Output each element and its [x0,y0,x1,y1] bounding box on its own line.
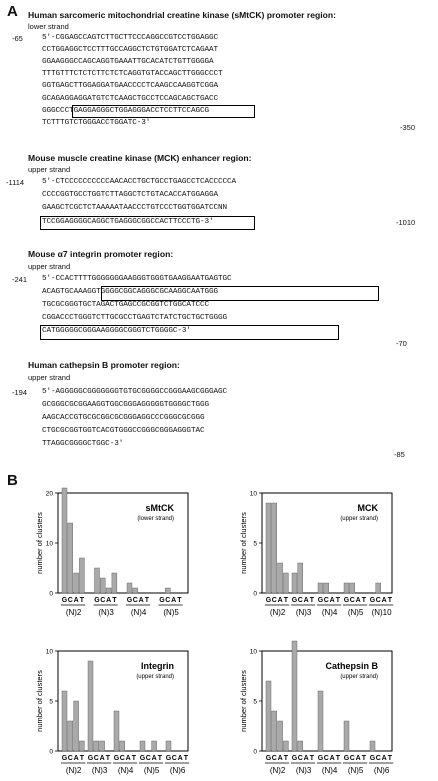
bar-letter-label: C [145,755,151,762]
bar-letter-label: G [94,597,100,604]
start-coordinate: -65 [12,34,23,43]
y-tick-label: 10 [45,648,53,656]
bar-letter-label: T [131,755,137,762]
bar-letter-label: T [361,755,367,762]
group-label: (N)6 [169,766,186,775]
group-label: (N)6 [373,766,390,775]
section-title: Human cathepsin B promoter region: [28,360,180,370]
group-label: (N)3 [295,766,312,775]
bar-letter-label: A [303,755,309,762]
bar [166,741,171,751]
y-axis-label: number of clusters [239,512,248,574]
bar-letter-label: T [335,597,341,604]
bar [133,588,138,593]
bar [88,661,93,751]
bar-letter-label: T [144,597,150,604]
bar-letter-label: A [73,755,79,762]
bar [127,583,132,593]
bar-letter-label: T [309,597,315,604]
bar [62,691,67,751]
bar-letter-label: A [138,597,144,604]
end-coordinate: -350 [400,122,416,132]
bar-letter-label: C [100,597,106,604]
group-label: (N)4 [321,766,338,775]
bar [292,641,297,751]
bar [140,741,145,751]
end-coordinate: -85 [394,450,405,459]
group-label: (N)4 [117,766,134,775]
y-axis-label: number of clusters [35,512,44,574]
group-label: (N)2 [65,766,82,775]
y-tick-label: 0 [49,748,53,756]
bar-letter-label: G [291,755,298,762]
y-tick-label: 10 [249,490,257,498]
bar [74,573,79,593]
group-label: (N)4 [130,608,147,617]
y-tick-label: 5 [49,698,53,706]
bar-letter-label: A [381,755,387,762]
sequence-line: 5'-CCACTTTTGGGGGGGAAGGGTGGGTGAAGGAATGAGTGC [42,275,232,283]
section-title: Human sarcomeric mitochondrial creatine kinase (sMtCK) promoter region: [28,10,337,20]
bar [278,721,283,751]
strand-label: upper strand [28,262,71,271]
bar-letter-label: C [271,755,277,762]
start-coordinate: -1114 [6,178,25,187]
bar-letter-label: C [297,755,303,762]
bar-chart-panel [0,481,438,781]
bar-letter-label: T [335,755,341,762]
bar [272,711,277,751]
bar-letter-label: T [387,755,393,762]
bar-letter-label: A [177,755,183,762]
bar-letter-label: G [265,597,272,604]
bar [298,741,303,751]
y-tick-label: 0 [253,590,257,598]
group-label: (N)4 [321,608,338,617]
section-title: Mouse muscle creatine kinase (MCK) enhancer region: [28,153,252,163]
bar-letter-label: T [283,597,289,604]
bar [272,503,277,593]
bar-letter-label: T [283,755,289,762]
bar-letter-label: C [349,597,355,604]
sequence-line: GGGCCCTGAGGAGGGCTGGAGGGACCTCCTTCCAGCG [42,106,209,115]
bar-letter-label: A [171,597,177,604]
sequence-line: GGAAGGGCCAGCAGGTGAAATTGCACATCTGTTGGGGA [42,58,214,67]
bar [344,721,349,751]
bar-letter-label: G [165,755,172,762]
sequence-line: CGGACCCTGGGTCTTGCGCCTGAGTCTATCTGCTGCTGGGG [42,314,228,322]
bar [79,558,84,593]
bar-letter-label: C [375,597,381,604]
bar [74,701,79,751]
bar-letter-label: G [87,755,94,762]
panel-a-label: A [7,3,18,20]
bar-letter-label: C [67,597,73,604]
chart-title: sMtCK [145,503,174,513]
bar-letter-label: G [159,597,165,604]
bar-letter-label: C [67,755,73,762]
element-highlight-box [40,216,255,231]
element-highlight-box [40,325,338,340]
strand-label: upper strand [28,165,71,174]
sequence-line: TGCGCGGGTGCTAGACTGAGCCGCGGTCTGGCATCCC [42,301,209,309]
start-coordinate: -194 [12,388,28,397]
bar-letter-label: C [323,597,329,604]
y-tick-label: 0 [49,590,53,598]
panel-b-label: B [7,472,18,489]
bar-letter-label: A [73,597,79,604]
bar [68,523,73,593]
sequence-line: CCCCGGTGCCTGGTCTTAGGCTCTGTACACCATGGAGGA [42,191,219,200]
bar-letter-label: C [297,597,303,604]
y-tick-label: 20 [45,490,53,498]
bar-letter-label: G [126,597,133,604]
sequence-line: 5'-CTCCCCCCCCCCAACACCTGCTGCCTGAGCCTCACCCCCA [42,178,237,186]
chart-subtitle: (upper strand) [340,674,378,680]
bar-letter-label: G [139,755,146,762]
bar-letter-label: G [317,755,324,762]
bar-letter-label: G [317,597,324,604]
bar-letter-label: A [151,755,157,762]
sequence-line: GGTGAGCTTGGAGGATGAACCCCTCAAGCCAAGGTCGGA [42,82,219,91]
bar [324,583,329,593]
bar-letter-label: G [343,755,350,762]
strand-label: upper strand [28,373,71,382]
group-label: (N)2 [269,608,286,617]
bar-letter-label: A [381,597,387,604]
bar-letter-label: G [61,755,68,762]
start-coordinate: -241 [12,275,28,284]
bar-letter-label: T [157,755,163,762]
bar-letter-label: A [329,755,335,762]
group-label: (N)5 [347,766,364,775]
bar-letter-label: C [271,597,277,604]
element-highlight-box [101,286,380,301]
group-label: (N)5 [347,608,364,617]
sequence-line: CCTGGAGGCTCCTTTGCCAGGCTCTGTGGATCTCAGAAT [42,46,219,55]
bar [283,573,288,593]
sequence-line: TCCGGAGGGGCAGGCTGAGGGCGGCCACTTCCCTG-3' [42,217,214,226]
bar-letter-label: T [361,597,367,604]
bar-letter-label: C [375,755,381,762]
sequence-line: TCTTTGTCTGGGACCTGGATC-3' [42,118,151,127]
chart-title: Cathepsin B [325,661,378,671]
end-coordinate: -1010 [396,217,416,227]
bar-letter-label: A [277,597,283,604]
bar-letter-label: C [349,755,355,762]
bar-letter-label: T [183,755,189,762]
chart-title: Integrin [141,661,174,671]
strand-label: lower strand [28,22,69,31]
bar-letter-label: A [355,755,361,762]
bar-letter-label: C [323,755,329,762]
y-axis-label: number of clusters [35,670,44,732]
bar-letter-label: A [303,597,309,604]
sequence-line: TTTGTTTCTCTCTTCTCTCAGGTGTACCAGCTTGGGCCCT [42,70,223,79]
bar [95,568,100,593]
bar-letter-label: A [106,597,112,604]
bar [370,741,375,751]
y-axis-label: number of clusters [239,670,248,732]
sequence-line: GCGGGCGCGGAAGGTGGCGGGAGGGGGTGGGGCTGGG [42,401,209,409]
bar [68,721,73,751]
bar-letter-label: G [343,597,350,604]
bar [344,583,349,593]
y-tick-label: 5 [253,698,257,706]
group-label: (N)5 [163,608,179,617]
bar-letter-label: T [79,755,85,762]
bar [62,488,67,593]
group-label: (N)2 [269,766,286,775]
bar-letter-label: G [369,597,376,604]
sequence-line: CATGGGGGCGGGAAGGGGCGGGTCTGGGGC-3' [42,327,191,335]
chart-subtitle: (upper strand) [340,516,378,522]
bar [292,573,297,593]
group-label: (N)3 [295,608,312,617]
bar-letter-label: A [329,597,335,604]
bar [278,563,283,593]
bar [94,741,99,751]
bar-letter-label: T [177,597,182,604]
bar-letter-label: C [119,755,125,762]
sequence-line: ACAGTGCAAAGGTGGGGCGGCAGGGCGCAAGGCAATGGG [42,288,219,296]
bar-letter-label: A [355,597,361,604]
bar [152,741,157,751]
bar-letter-label: C [171,755,177,762]
element-highlight-box [72,105,255,119]
y-tick-label: 10 [45,540,53,548]
section-title: Mouse α7 integrin promoter region: [28,249,174,259]
bar [100,578,105,593]
bar-letter-label: A [99,755,105,762]
bar-letter-label: C [132,597,138,604]
bar [266,681,271,751]
sequence-line: TTAGGCGGGGCTGGC-3' [42,440,124,448]
bar [318,691,323,751]
y-tick-label: 0 [253,748,257,756]
sequence-line: GAAGCTCGCTCTAAAAATAACCCTGTCCCTGGTGGATCCNN [42,204,228,213]
bar [114,711,119,751]
group-label: (N)2 [65,608,82,617]
bar-letter-label: T [387,597,393,604]
bar [112,573,117,593]
sequence-line: GCAGAGGAGGATGTCTCAAGCTGCCTCCAGCAGCTGACC [42,94,219,103]
bar [100,741,105,751]
bar [376,583,381,593]
bar-letter-label: G [369,755,376,762]
sequence-line: 5'-AGGGGGCGGGGGGGTGTGCGGGGCCGGGAAGCGGGAGC [42,388,228,396]
bar-letter-label: A [125,755,131,762]
y-tick-label: 5 [253,540,257,548]
group-label: (N)3 [91,766,108,775]
group-label: (N)10 [371,608,392,617]
bar [165,588,170,593]
bar [120,741,125,751]
chart-title: MCK [357,503,378,513]
bar [350,583,355,593]
bar-letter-label: T [79,597,85,604]
bar-letter-label: C [93,755,99,762]
group-label: (N)3 [98,608,114,617]
bar-letter-label: G [113,755,120,762]
bar [106,588,111,593]
bar [79,741,84,751]
bar-letter-label: T [105,755,111,762]
group-label: (N)5 [143,766,160,775]
bar-letter-label: T [309,755,315,762]
bar [266,503,271,593]
chart-subtitle: (lower strand) [137,516,174,522]
sequence-line: 5'-CGGAGCCAGTCTTGCTTCCCAGGCCGTCCTGGAGGC [42,34,219,42]
bar-letter-label: C [165,597,171,604]
bar [283,741,288,751]
bar-letter-label: G [291,597,298,604]
bar-letter-label: A [277,755,283,762]
bar [298,563,303,593]
chart-subtitle: (upper strand) [136,674,174,680]
bar [318,583,323,593]
bar-letter-label: G [265,755,272,762]
bar-letter-label: T [112,597,117,604]
y-tick-label: 10 [249,648,257,656]
sequence-line: CTGCGCGGTGGTCACGTGGGCCGGGCGGGAGGGTAC [42,427,205,435]
sequence-line: AAGCACCGTGCGCGGCGCGGGAGGCCCGGGCGCGGG [42,414,205,422]
bar-letter-label: G [61,597,68,604]
end-coordinate: -70 [396,339,407,348]
